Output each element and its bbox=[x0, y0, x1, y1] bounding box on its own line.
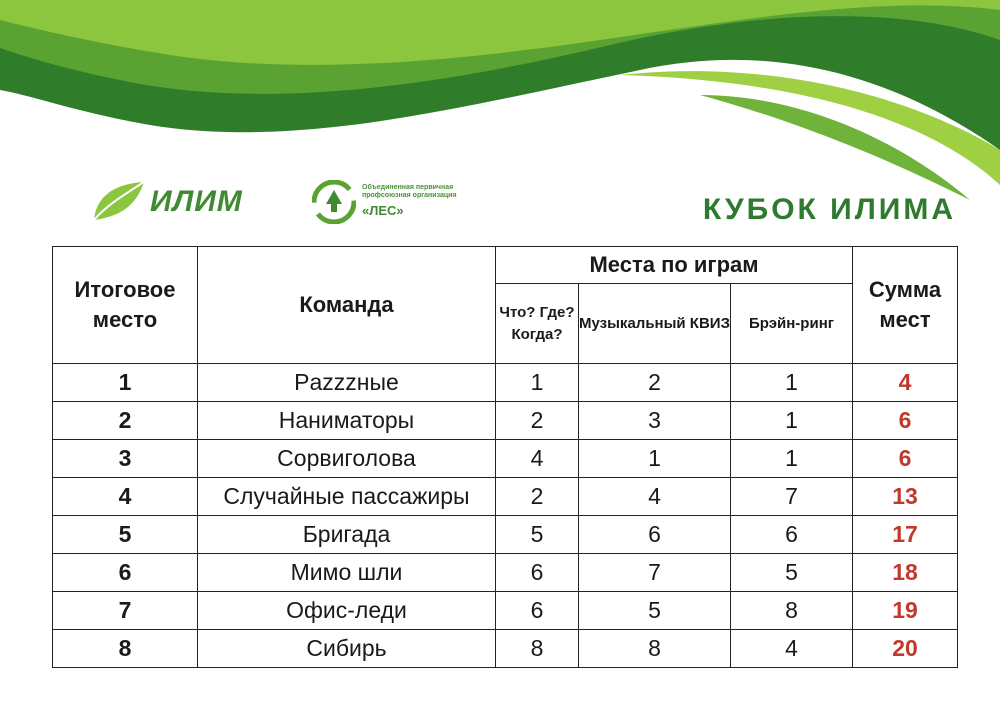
table-row bbox=[53, 516, 958, 554]
cell-sum: 6 bbox=[853, 402, 958, 440]
cell-sum: 20 bbox=[853, 630, 958, 668]
cell-game1-place: 5 bbox=[496, 516, 579, 554]
header-team: Команда bbox=[198, 247, 496, 364]
table-row bbox=[53, 630, 958, 668]
cell-game3-place: 5 bbox=[731, 554, 853, 592]
cell-sum: 13 bbox=[853, 478, 958, 516]
table-row bbox=[53, 554, 958, 592]
cell-game3-place: 1 bbox=[731, 440, 853, 478]
cell-final-place: 5 bbox=[53, 516, 198, 554]
header-game-music-quiz: Музыкальный КВИЗ bbox=[579, 284, 731, 364]
cell-game1-place: 2 bbox=[496, 478, 579, 516]
cell-game1-place: 2 bbox=[496, 402, 579, 440]
cell-final-place: 1 bbox=[53, 364, 198, 402]
cell-final-place: 2 bbox=[53, 402, 198, 440]
table-row bbox=[53, 478, 958, 516]
cell-game3-place: 1 bbox=[731, 402, 853, 440]
cell-final-place: 4 bbox=[53, 478, 198, 516]
cell-game1-place: 1 bbox=[496, 364, 579, 402]
les-union-logo bbox=[312, 180, 356, 224]
table-row bbox=[53, 402, 958, 440]
cell-game2-place: 2 bbox=[579, 364, 731, 402]
cell-team: Мимо шли bbox=[198, 554, 496, 592]
cell-game3-place: 7 bbox=[731, 478, 853, 516]
cell-game2-place: 1 bbox=[579, 440, 731, 478]
cell-game2-place: 5 bbox=[579, 592, 731, 630]
header-game-places: Места по играм bbox=[496, 247, 853, 284]
cell-game3-place: 1 bbox=[731, 364, 853, 402]
cell-team: Случайные пассажиры bbox=[198, 478, 496, 516]
header-sum: Сумма мест bbox=[853, 247, 958, 364]
cell-game2-place: 3 bbox=[579, 402, 731, 440]
cell-game3-place: 8 bbox=[731, 592, 853, 630]
results-table bbox=[52, 246, 958, 668]
cell-game2-place: 8 bbox=[579, 630, 731, 668]
table-row bbox=[53, 592, 958, 630]
table-row bbox=[53, 440, 958, 478]
ilim-logo-text: ИЛИМ bbox=[150, 185, 243, 218]
cell-team: Бригада bbox=[198, 516, 496, 554]
cell-game2-place: 7 bbox=[579, 554, 731, 592]
cell-team: Офис-леди bbox=[198, 592, 496, 630]
cup-title: КУБОК ИЛИМА bbox=[702, 193, 956, 226]
cell-team: Pazzzные bbox=[198, 364, 496, 402]
cell-final-place: 7 bbox=[53, 592, 198, 630]
cell-game1-place: 6 bbox=[496, 554, 579, 592]
header-final-place: Итоговое место bbox=[53, 247, 198, 364]
cell-sum: 6 bbox=[853, 440, 958, 478]
cell-final-place: 3 bbox=[53, 440, 198, 478]
cell-game2-place: 4 bbox=[579, 478, 731, 516]
cell-sum: 17 bbox=[853, 516, 958, 554]
cell-sum: 19 bbox=[853, 592, 958, 630]
cell-sum: 18 bbox=[853, 554, 958, 592]
cell-final-place: 8 bbox=[53, 630, 198, 668]
cell-team: Сорвиголова bbox=[198, 440, 496, 478]
cell-final-place: 6 bbox=[53, 554, 198, 592]
org-name-small: Объединенная первичная профсоюзная организация bbox=[362, 184, 457, 199]
cell-team: Сибирь bbox=[198, 630, 496, 668]
header-game-what-where-when: Что? Где? Когда? bbox=[496, 284, 579, 364]
cell-team: Наниматоры bbox=[198, 402, 496, 440]
header-game-brain-ring: Брэйн-ринг bbox=[731, 284, 853, 364]
cell-game3-place: 6 bbox=[731, 516, 853, 554]
cell-game2-place: 6 bbox=[579, 516, 731, 554]
cell-game1-place: 4 bbox=[496, 440, 579, 478]
org-name-les: «ЛЕС» bbox=[362, 203, 404, 218]
cell-game1-place: 8 bbox=[496, 630, 579, 668]
cell-game1-place: 6 bbox=[496, 592, 579, 630]
cell-game3-place: 4 bbox=[731, 630, 853, 668]
cell-sum: 4 bbox=[853, 364, 958, 402]
table-row bbox=[53, 364, 958, 402]
